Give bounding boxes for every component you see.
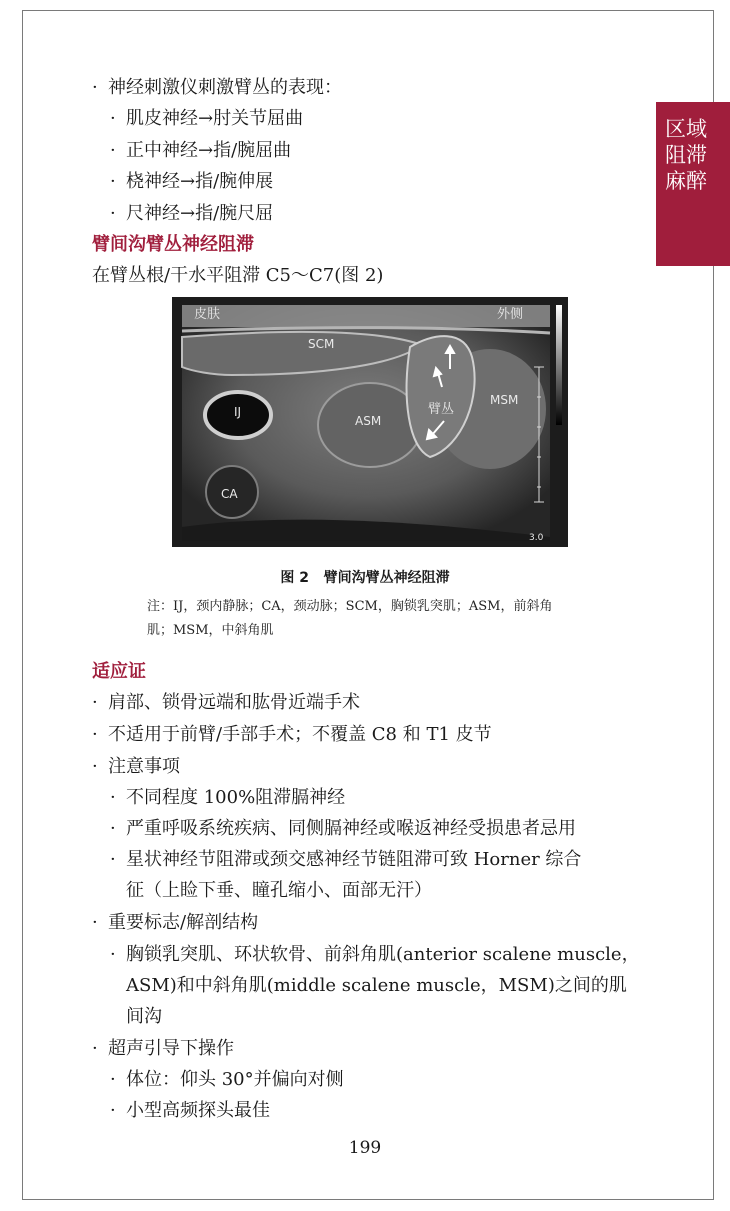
figure-title: 臂间沟臂丛神经阻滞 [323, 570, 450, 586]
list-item: · 超声引导下操作 [92, 1038, 234, 1059]
ultrasound-item: · 小型高频探头最佳 [110, 1100, 270, 1121]
ultrasound-item: · 体位：仰头 30°并偏向对侧 [110, 1069, 344, 1090]
figure-note: 注：IJ，颈内静脉；CA，颈动脉；SCM，胸锁乳突肌；ASM，前斜角 [147, 599, 553, 614]
chapter-tab-label: 区域阻滞麻醉 [665, 117, 707, 193]
figure-number: 图 2 [280, 570, 309, 586]
label-ij: IJ [234, 405, 242, 419]
figure-caption [0, 567, 730, 587]
caution-item-continued: 征（上睑下垂、瞳孔缩小、面部无汗） [126, 880, 432, 901]
nerve-stim-item: · 肌皮神经→肘关节屈曲 [110, 108, 304, 129]
nerve-stim-item: · 桡神经→指/腕伸展 [110, 171, 274, 192]
page-number: 199 [348, 1138, 382, 1158]
landmark-item-continued: 间沟 [126, 1006, 162, 1027]
ultrasound-figure [172, 297, 568, 547]
label-skin: 皮肤 [194, 307, 221, 322]
caution-item: · 不同程度 100%阻滞膈神经 [110, 787, 346, 808]
list-item: · 重要标志/解剖结构 [92, 912, 259, 933]
list-item: · 注意事项 [92, 756, 180, 777]
landmark-item-continued: ASM)和中斜角肌(middle scalene muscle，MSM)之间的肌 [126, 975, 627, 996]
label-ca: CA [221, 487, 238, 501]
label-msm: MSM [490, 393, 519, 407]
label-scm: SCM [308, 337, 335, 351]
list-item: · 不适用于前臂/手部手术；不覆盖 C8 和 T1 皮节 [92, 724, 492, 745]
figure-note: 肌；MSM，中斜角肌 [147, 623, 274, 638]
section-heading-indications: 适应证 [92, 661, 146, 682]
caution-item: · 严重呼吸系统疾病、同侧膈神经或喉返神经受损患者忌用 [110, 818, 576, 839]
label-lateral: 外侧 [497, 307, 524, 322]
caution-item: · 星状神经节阻滞或颈交感神经节链阻滞可致 Horner 综合 [110, 849, 582, 870]
section-text: 在臂丛根/干水平阻滞 C5～C7(图 2) [92, 265, 384, 286]
landmark-item: · 胸锁乳突肌、环状软骨、前斜角肌(anterior scalene muscle， [110, 944, 640, 965]
chapter-tab [656, 102, 730, 266]
label-depth: 3.0 [529, 533, 544, 543]
label-brachial-plexus: 臂丛 [428, 402, 455, 417]
nerve-stim-item: · 尺神经→指/腕尺屈 [110, 203, 274, 224]
nerve-stim-title: · 神经刺激仪刺激臂丛的表现： [92, 77, 342, 98]
nerve-stim-item: · 正中神经→指/腕屈曲 [110, 140, 292, 161]
section-heading-interscalene: 臂间沟臂丛神经阻滞 [92, 234, 254, 255]
list-item: · 肩部、锁骨远端和肱骨近端手术 [92, 692, 360, 713]
label-asm: ASM [355, 414, 382, 428]
